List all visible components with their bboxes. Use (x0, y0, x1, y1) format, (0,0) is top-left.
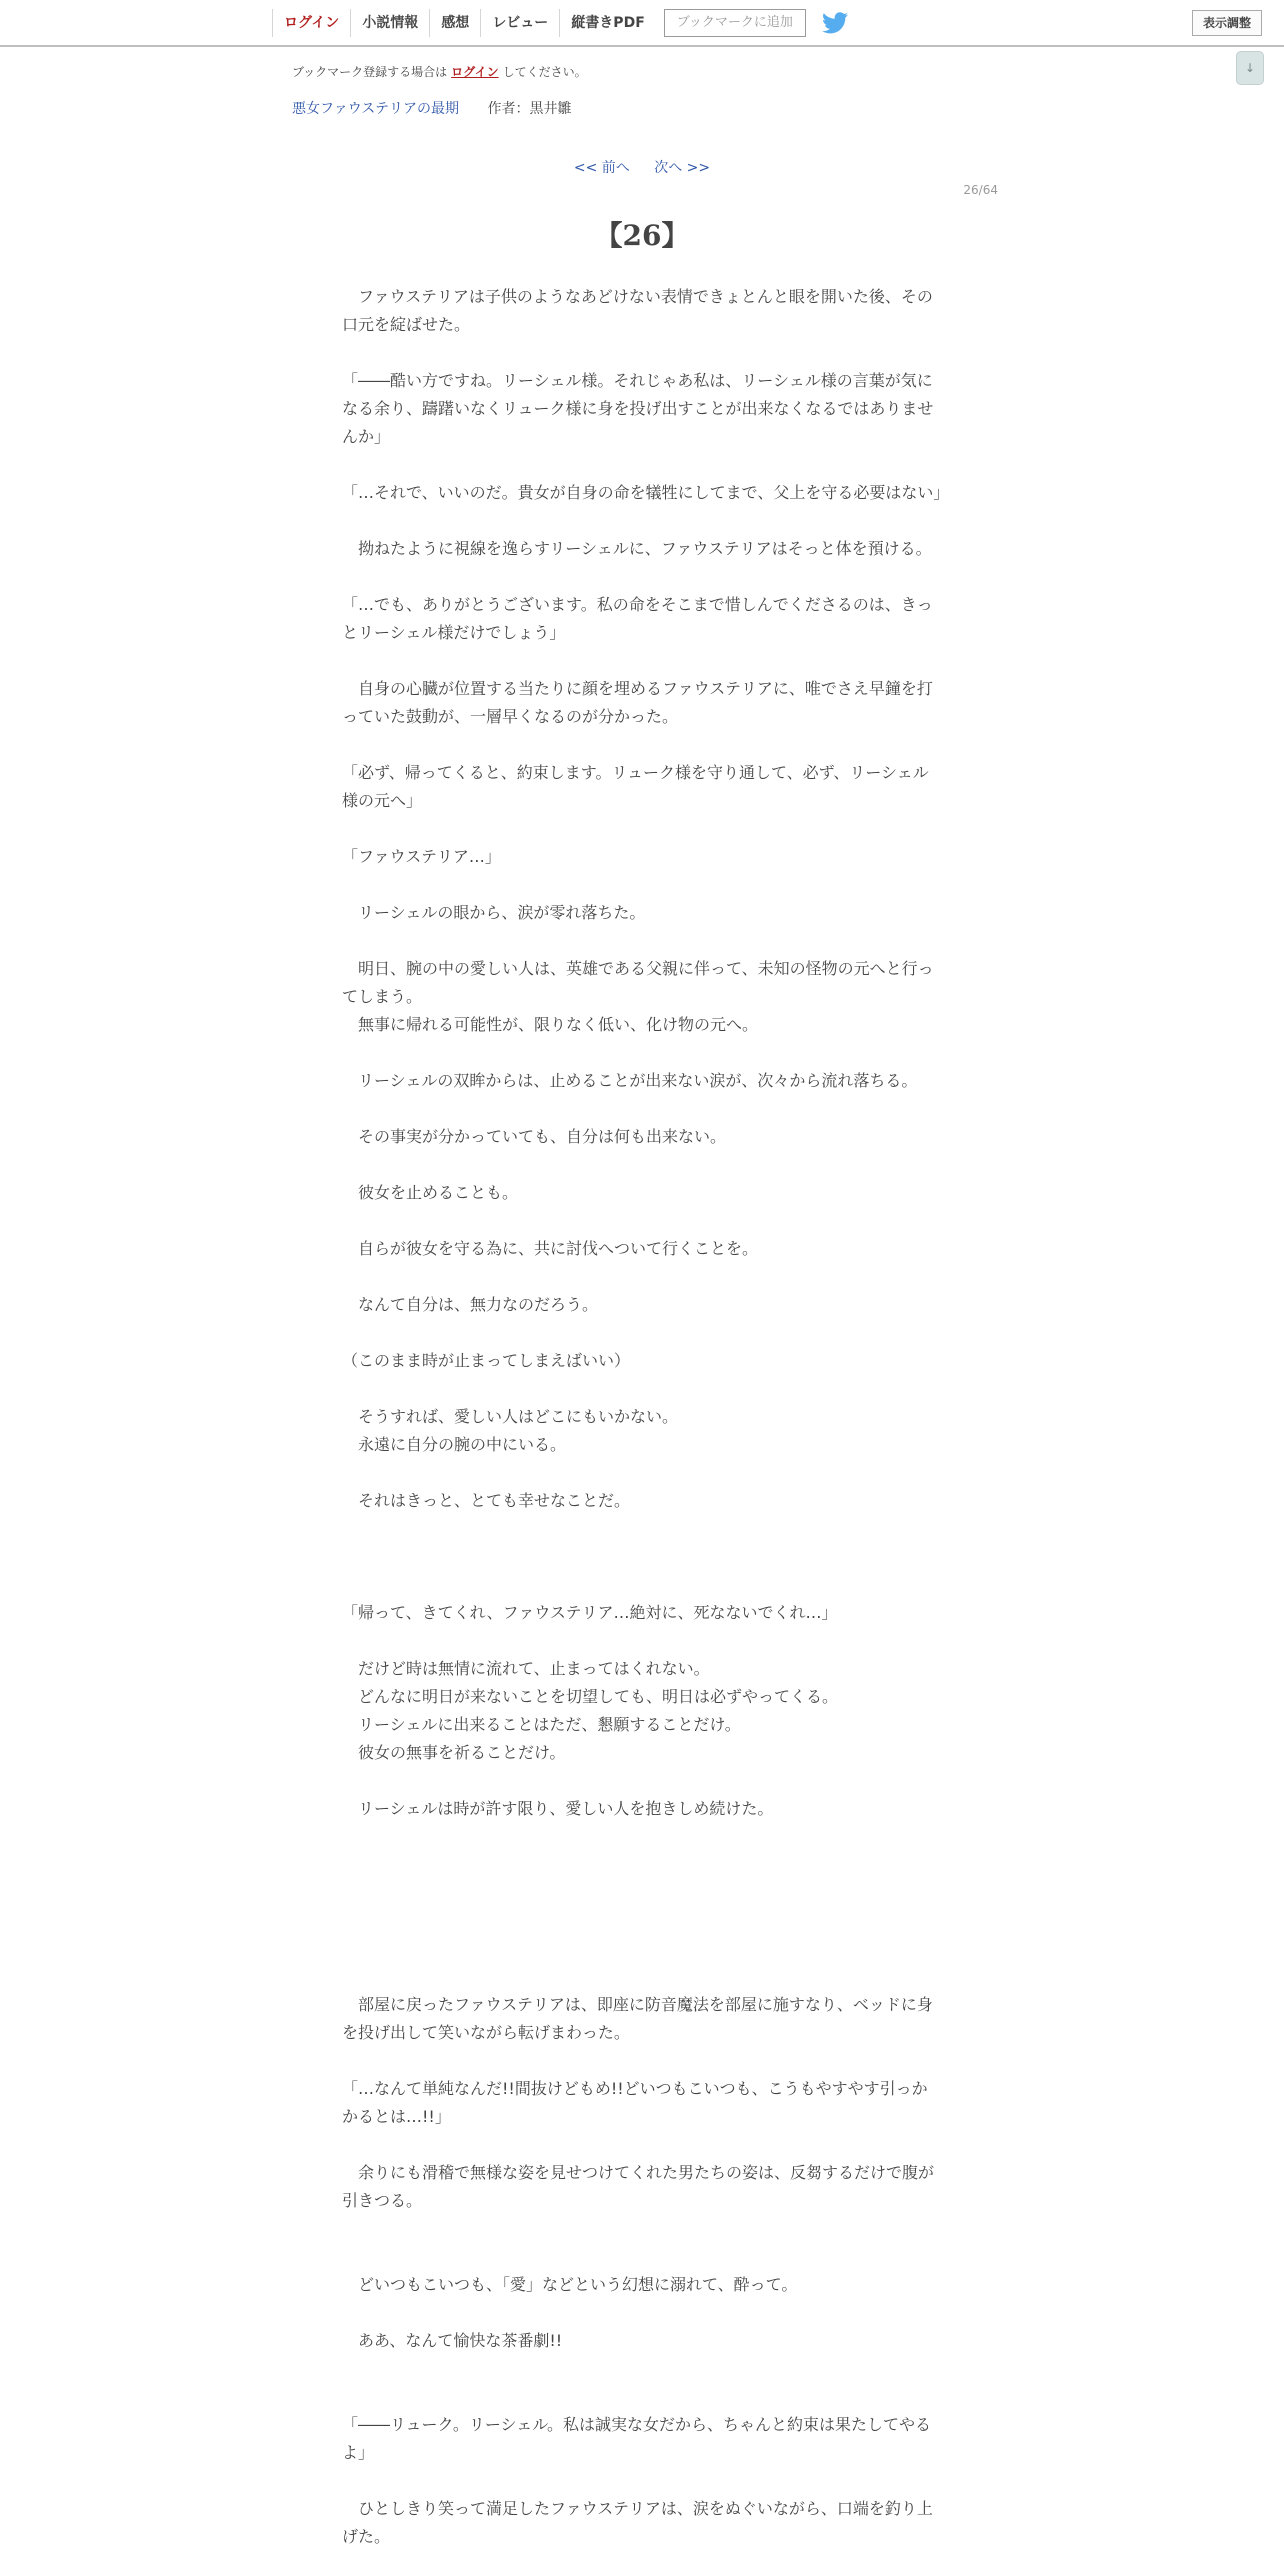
page-count: 26/64 (963, 183, 998, 197)
blank-line (342, 2467, 942, 2495)
novel-paragraph: 「…それで、いいのだ。貴女が自身の命を犠牲にしてまで、父上を守る必要はない」 (342, 483, 950, 502)
next-chapter-link[interactable]: 次へ >> (654, 160, 711, 176)
blank-line (342, 1151, 942, 1179)
novel-paragraph: 自らが彼女を守る為に、共に討伐へついて行くことを。 (342, 1239, 759, 1258)
novel-paragraph: 「帰って、きてくれ、ファウステリア…絶対に、死なないでくれ…」 (342, 1603, 838, 1622)
blank-line (342, 1627, 942, 1655)
nav-novel-info-link[interactable]: 小説情報 (350, 9, 429, 37)
blank-line (342, 2215, 942, 2243)
nav-vertical-pdf-link[interactable]: 縦書きPDF (559, 9, 655, 37)
chapter-title: 【26】 (594, 219, 690, 252)
novel-paragraph: その事実が分かっていても、自分は何も出来ない。 (342, 1127, 727, 1146)
novel-paragraph: 「…でも、ありがとうございます。私の命をそこまで惜しんでくださるのは、きっとリーシェル様だけでしょう」 (342, 595, 933, 642)
blank-line (342, 1935, 942, 1963)
blank-line (342, 647, 942, 675)
notice-suffix: してください。 (502, 65, 587, 79)
blank-line (342, 563, 942, 591)
novel-paragraph: どんなに明日が来ないことを切望しても、明日は必ずやってくる。 (342, 1687, 839, 1706)
novel-paragraph: それはきっと、とても幸せなことだ。 (342, 1491, 631, 1510)
display-settings-button[interactable]: 表示調整 (1192, 10, 1262, 36)
novel-paragraph: 「必ず、帰ってくると、約束します。リューク様を守り通して、必ず、リーシェル様の元へ」 (342, 763, 929, 810)
blank-line (342, 2243, 942, 2271)
novel-paragraph: どいつもこいつも、「愛」などという幻想に溺れて、酔って。 (342, 2275, 798, 2294)
novel-paragraph: だけど時は無情に流れて、止まってはくれない。 (342, 1659, 710, 1678)
blank-line (342, 1963, 942, 1991)
arrow-down-icon: ↓ (1244, 61, 1256, 75)
blank-line (342, 507, 942, 535)
blank-line (342, 1879, 942, 1907)
prev-chapter-link[interactable]: << 前へ (573, 160, 630, 176)
blank-line (342, 2383, 942, 2411)
novel-paragraph: リーシェルの双眸からは、止めることが出来ない涙が、次々から流れ落ちる。 (342, 1071, 918, 1090)
novel-paragraph: ひとしきり笑って満足したファウステリアは、涙をぬぐいながら、口端を釣り上げた。 (342, 2499, 933, 2546)
novel-paragraph: 「――リューク。リーシェル。私は誠実な女だから、ちゃんと約束は果たしてやるよ」 (342, 2415, 931, 2462)
blank-line (342, 1039, 942, 1067)
novel-paragraph: リーシェルに出来ることはただ、懇願することだけ。 (342, 1715, 741, 1734)
blank-line (342, 1907, 942, 1935)
top-navigation-bar (0, 0, 1284, 47)
blank-line (342, 1459, 942, 1487)
novel-paragraph: 彼女の無事を祈ることだけ。 (342, 1743, 566, 1762)
nav-review-link[interactable]: レビュー (480, 9, 559, 37)
blank-line (342, 2355, 942, 2383)
blank-line (342, 1207, 942, 1235)
scroll-down-button[interactable] (1236, 51, 1264, 85)
add-bookmark-button[interactable]: ブックマークに追加 (664, 9, 806, 37)
novel-paragraph: なんて自分は、無力なのだろう。 (342, 1295, 599, 1314)
series-title-link[interactable]: 悪女ファウステリアの最期 (292, 101, 460, 117)
blank-line (342, 2131, 942, 2159)
chapter-pager (0, 157, 1284, 177)
novel-paragraph: ファウステリアは子供のようなあどけない表情できょとんと眼を開いた後、その口元を綻ばせた。 (342, 287, 933, 334)
main-nav (272, 0, 848, 46)
novel-paragraph: 彼女を止めることも。 (342, 1183, 519, 1202)
bookmark-login-notice (292, 63, 587, 80)
blank-line (342, 1319, 942, 1347)
twitter-icon[interactable] (822, 12, 848, 34)
blank-line (342, 1851, 942, 1879)
blank-line (342, 927, 942, 955)
novel-paragraph: （このまま時が止まってしまえばいい） (342, 1351, 631, 1370)
blank-line (342, 1543, 942, 1571)
novel-body (342, 283, 950, 2551)
novel-paragraph: リーシェルは時が許す限り、愛しい人を抱きしめ続けた。 (342, 1799, 774, 1818)
blank-line (342, 815, 942, 843)
nav-login-link[interactable]: ログイン (272, 9, 350, 37)
novel-paragraph: 部屋に戻ったファウステリアは、即座に防音魔法を部屋に施すなり、ベッドに身を投げ出して笑いながら転げまわった。 (342, 1995, 933, 2042)
nav-impressions-link[interactable]: 感想 (429, 9, 480, 37)
novel-paragraph: 「ファウステリア…」 (342, 847, 501, 866)
novel-paragraph: 「…なんて単純なんだ!!間抜けどもめ!!どいつもこいつも、こうもやすやす引っかかるとは…!!」 (342, 2079, 928, 2126)
blank-line (342, 1823, 942, 1851)
blank-line (342, 1767, 942, 1795)
blank-line (342, 2299, 942, 2327)
author-name: 作者：黒井雛 (487, 101, 572, 117)
blank-line (342, 1095, 942, 1123)
novel-paragraph: 拗ねたように視線を逸らすリーシェルに、ファウステリアはそっと体を預ける。 (342, 539, 932, 558)
blank-line (342, 871, 942, 899)
blank-line (342, 451, 942, 479)
blank-line (342, 339, 942, 367)
series-info (292, 98, 571, 118)
blank-line (342, 1571, 942, 1599)
novel-paragraph: 自身の心臓が位置する当たりに顔を埋めるファウステリアに、唯でさえ早鐘を打っていた鼓動が、一層早くなるのが分かった。 (342, 679, 933, 726)
notice-login-link[interactable]: ログイン (451, 65, 499, 79)
blank-line (342, 1375, 942, 1403)
novel-paragraph: そうすれば、愛しい人はどこにもいかない。 (342, 1407, 679, 1426)
novel-paragraph: リーシェルの眼から、涙が零れ落ちた。 (342, 903, 646, 922)
blank-line (342, 1263, 942, 1291)
novel-paragraph: 余りにも滑稽で無様な姿を見せつけてくれた男たちの姿は、反芻するだけで腹が引きつる。 (342, 2163, 935, 2210)
novel-paragraph: 「――酷い方ですね。リーシェル様。それじゃあ私は、リーシェル様の言葉が気になる余り、躊躇いなくリューク様に身を投げ出すことが出来なくなるではありませんか」 (342, 371, 934, 446)
blank-line (342, 731, 942, 759)
blank-line (342, 2047, 942, 2075)
novel-paragraph: 無事に帰れる可能性が、限りなく低い、化け物の元へ。 (342, 1015, 759, 1034)
notice-prefix: ブックマーク登録する場合は (292, 65, 448, 79)
novel-paragraph: 永遠に自分の腕の中にいる。 (342, 1435, 567, 1454)
novel-paragraph: 明日、腕の中の愛しい人は、英雄である父親に伴って、未知の怪物の元へと行ってしまう。 (342, 959, 934, 1006)
novel-paragraph: ああ、なんて愉快な茶番劇!! (342, 2331, 563, 2350)
blank-line (342, 1515, 942, 1543)
